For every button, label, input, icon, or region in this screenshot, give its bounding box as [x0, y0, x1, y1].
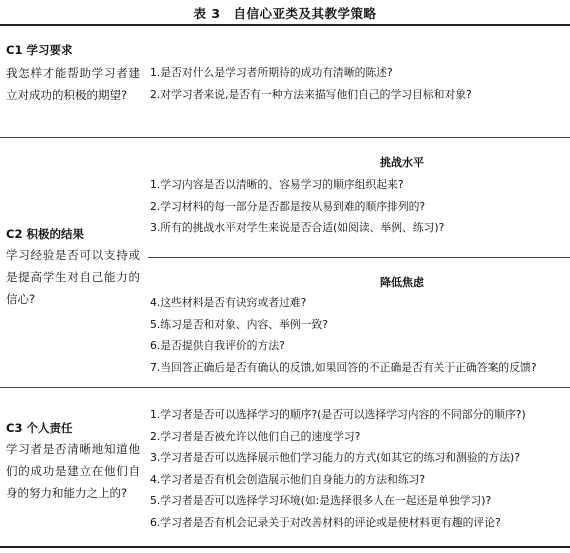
table-title: 表 3 自信心亚类及其教学策略	[193, 6, 377, 21]
subgroup-divider	[148, 257, 570, 258]
question-item: 6.学习者是否有机会记录关于对改善材料的评论或是使材料更有趣的评论?	[150, 515, 501, 529]
subgroup-heading: 挑战水平	[380, 156, 424, 169]
question-item: 7.当回答正确后是否有确认的反馈,如果回答的不正确是否有关于正确答案的反馈?	[150, 360, 537, 374]
question-item: 1.是否对什么是学习者所期待的成功有清晰的陈述?	[150, 66, 393, 79]
section-description: 我怎样才能帮助学习者建立对成功的积极的期望?	[6, 66, 140, 102]
question-item: 5.学习者是否可以选择学习环境(如:是选择很多人在一起还是单独学习)?	[150, 494, 492, 507]
question-list	[150, 404, 566, 533]
bottom-rule	[0, 546, 570, 548]
question-list	[150, 174, 566, 239]
question-item: 6.是否提供自我评价的方法?	[150, 339, 285, 352]
question-item: 5.练习是否和对象、内容、举例一致?	[150, 317, 328, 331]
question-list	[150, 62, 566, 105]
question-item: 4.这些材料是否有诀窍或者过难?	[150, 296, 307, 309]
question-item: 2.对学习者来说,是否有一种方法来描写他们自己的学习目标和对象?	[150, 87, 472, 101]
question-item: 1.学习者是否可以选择学习的顺序?(是否可以选择学习内容的不同部分的顺序?)	[150, 408, 526, 421]
question-item: 1.学习内容是否以清晰的、容易学习的顺序组织起来?	[150, 178, 404, 191]
top-rule	[0, 24, 570, 26]
section-description: 学习经验是否可以支持或是提高学生对自己能力的信心?	[6, 248, 140, 306]
subgroup-heading: 降低焦虑	[380, 276, 424, 289]
section-description: 学习者是否清晰地知道他们的成功是建立在他们自身的努力和能力之上的?	[6, 442, 140, 500]
section-code-title: C1 学习要求	[6, 43, 73, 57]
section-divider	[0, 137, 570, 138]
section-code-title: C2 积极的结果	[6, 227, 84, 241]
section-divider	[0, 387, 570, 388]
question-item: 2.学习者是否被允许以他们自己的速度学习?	[150, 429, 361, 443]
question-item: 3.学习者是否可以选择展示他们学习能力的方式(如其它的练习和测验的方法)?	[150, 451, 520, 464]
section-code-title: C3 个人责任	[6, 421, 73, 435]
question-item: 4.学习者是否有机会创造展示他们自身能力的方法和练习?	[150, 472, 426, 486]
question-item: 3.所有的挑战水平对学生来说是否合适(如阅读、举例、练习)?	[150, 221, 445, 234]
question-item: 2.学习材料的每一部分是否都是按从易到难的顺序排列的?	[150, 199, 426, 213]
question-list	[150, 292, 566, 378]
